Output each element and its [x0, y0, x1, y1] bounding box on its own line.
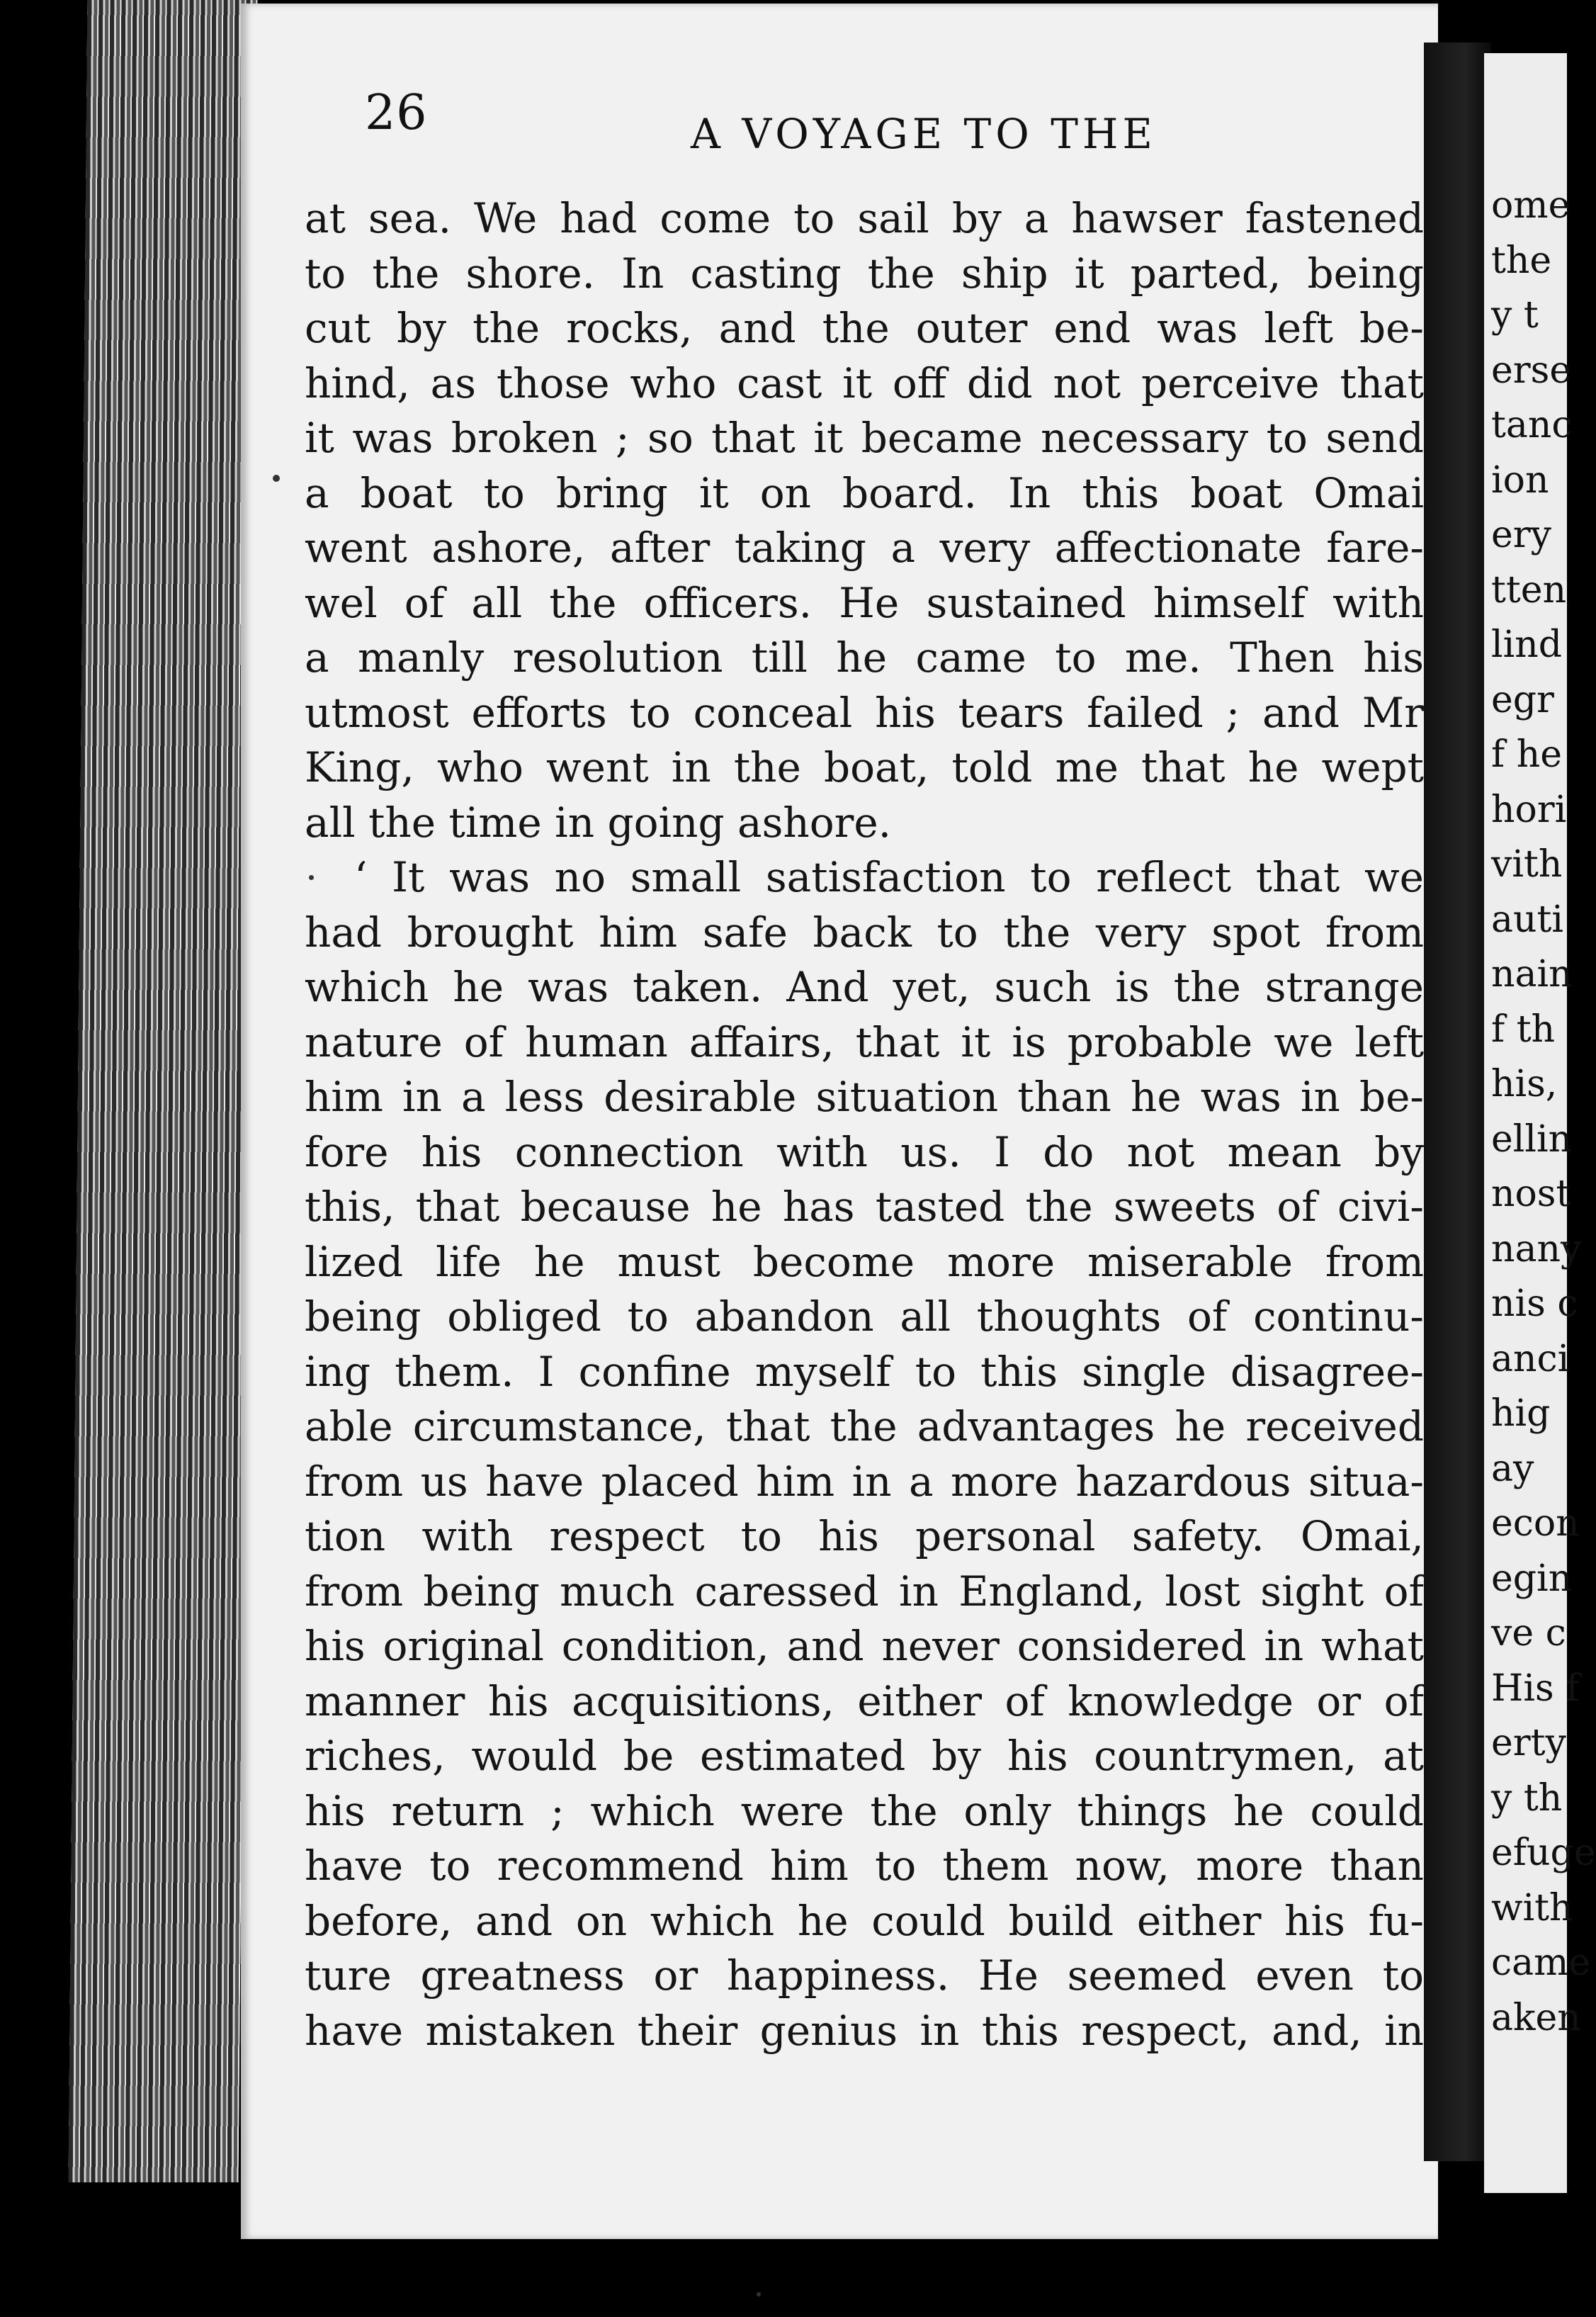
page-number: 26 — [365, 85, 428, 141]
text-line: before, and on which he could build either his fu- — [305, 1896, 1424, 1945]
facing-page-text: His f — [1491, 1667, 1580, 1710]
facing-page-text: egr — [1491, 678, 1554, 721]
text-line: being obliged to abandon all thoughts of continu- — [305, 1292, 1424, 1341]
facing-page-text: f he — [1491, 733, 1563, 776]
facing-page-text: efuge — [1491, 1832, 1596, 1874]
facing-page-text: came — [1491, 1941, 1591, 1984]
facing-page-text: nany — [1491, 1227, 1582, 1270]
gutter-shadow — [1424, 43, 1491, 2161]
text-line: went ashore, after taking a very affectionate fare- — [305, 524, 1424, 572]
text-line: cut by the rocks, and the outer end was left be- — [305, 304, 1424, 352]
facing-page-text: ion — [1491, 458, 1549, 502]
facing-page-text: with — [1491, 1886, 1573, 1929]
text-line: lized life he must become more miserable from — [305, 1237, 1424, 1286]
text-line: ‘ It was no small satisfaction to reflect that we — [354, 853, 1424, 901]
facing-page-text: y th — [1491, 1776, 1563, 1820]
text-line: had brought him safe back to the very spot from — [305, 908, 1424, 957]
text-line: wel of all the officers. He sustained himself with — [305, 578, 1424, 627]
text-line: fore his connection with us. I do not mean by — [305, 1127, 1424, 1176]
facing-page-text: ellin — [1491, 1117, 1573, 1161]
facing-page-text: vith — [1491, 843, 1563, 886]
facing-page-text: ay — [1491, 1447, 1534, 1490]
facing-page-text: his, — [1491, 1063, 1558, 1105]
text-line: which he was taken. And yet, such is the strange — [305, 963, 1424, 1011]
page-edges — [69, 0, 258, 2182]
text-line: tion with respect to his personal safety. Omai, — [305, 1512, 1424, 1560]
text-line: able circumstance, that the advantages he received — [305, 1402, 1424, 1450]
facing-page-text: y t — [1491, 294, 1539, 337]
ink-speck — [273, 475, 280, 482]
text-line: ing them. I confine myself to this single disagree- — [305, 1347, 1424, 1396]
facing-page-text: hig — [1491, 1392, 1551, 1435]
text-line: all the time in going ashore. — [305, 798, 892, 847]
facing-page-text: auti — [1491, 898, 1564, 941]
text-line: from us have placed him in a more hazardous situa- — [305, 1457, 1424, 1506]
text-line: it was broken ; so that it became necessary to send — [305, 414, 1424, 462]
running-title: A VOYAGE TO THE — [691, 110, 1157, 158]
facing-page-text: aken — [1491, 1996, 1581, 2039]
facing-page-text: econ — [1491, 1502, 1580, 1545]
facing-page-text: erty — [1491, 1722, 1566, 1764]
facing-page-text: nost — [1491, 1173, 1571, 1215]
text-line: nature of human affairs, that it is probable we left — [305, 1017, 1424, 1066]
text-line: utmost efforts to conceal his tears failed ; and Mr — [305, 688, 1424, 737]
facing-page-text: nain — [1491, 953, 1573, 996]
ink-speck — [309, 875, 314, 880]
facing-page-text: nis c — [1491, 1282, 1578, 1325]
text-line: ture greatness or happiness. He seemed even to — [305, 1951, 1424, 2000]
text-line: hind, as those who cast it off did not perceive that — [305, 359, 1424, 407]
text-line: a boat to bring it on board. In this boat Omai — [305, 468, 1424, 517]
facing-page-text: ve c — [1491, 1612, 1566, 1654]
text-line: riches, would be estimated by his countrymen, at — [305, 1732, 1424, 1780]
facing-page-text: hori — [1491, 788, 1567, 831]
text-line: his original condition, and never considered in what — [305, 1622, 1424, 1670]
text-line: him in a less desirable situation than he was in be- — [305, 1073, 1424, 1121]
facing-page-text: erse — [1491, 349, 1572, 392]
text-line: this, that because he has tasted the sweets of civi- — [305, 1183, 1424, 1231]
text-line: to the shore. In casting the ship it parted, being — [305, 249, 1424, 298]
facing-page-text: the — [1491, 239, 1552, 282]
facing-page-fragment — [1484, 53, 1596, 2193]
text-line: from being much caressed in England, lost sight of — [305, 1567, 1424, 1616]
facing-page-text: tten — [1491, 568, 1567, 611]
facing-page-text: lind — [1491, 624, 1563, 666]
text-line: King, who went in the boat, told me that he wept — [305, 743, 1424, 791]
facing-page-text: anci — [1491, 1337, 1570, 1380]
text-line: his return ; which were the only things he could — [305, 1786, 1424, 1835]
text-line: at sea. We had come to sail by a hawser fastened — [305, 194, 1424, 242]
text-line: have to recommend him to them now, more than — [305, 1842, 1424, 1890]
text-line: have mistaken their genius in this respect, and, in — [305, 2006, 1424, 2055]
facing-page-text: egin — [1491, 1557, 1573, 1600]
facing-page-text: ery — [1491, 514, 1552, 556]
facing-page-text: ome — [1491, 184, 1570, 227]
ink-speck — [757, 2292, 761, 2296]
text-line: manner his acquisitions, either of knowledge or of — [305, 1676, 1424, 1725]
text-line: a manly resolution till he came to me. Then his — [305, 633, 1424, 682]
facing-page-text: f th — [1491, 1008, 1556, 1051]
facing-page-text: tanc — [1491, 404, 1573, 446]
body-text — [305, 191, 1424, 2058]
